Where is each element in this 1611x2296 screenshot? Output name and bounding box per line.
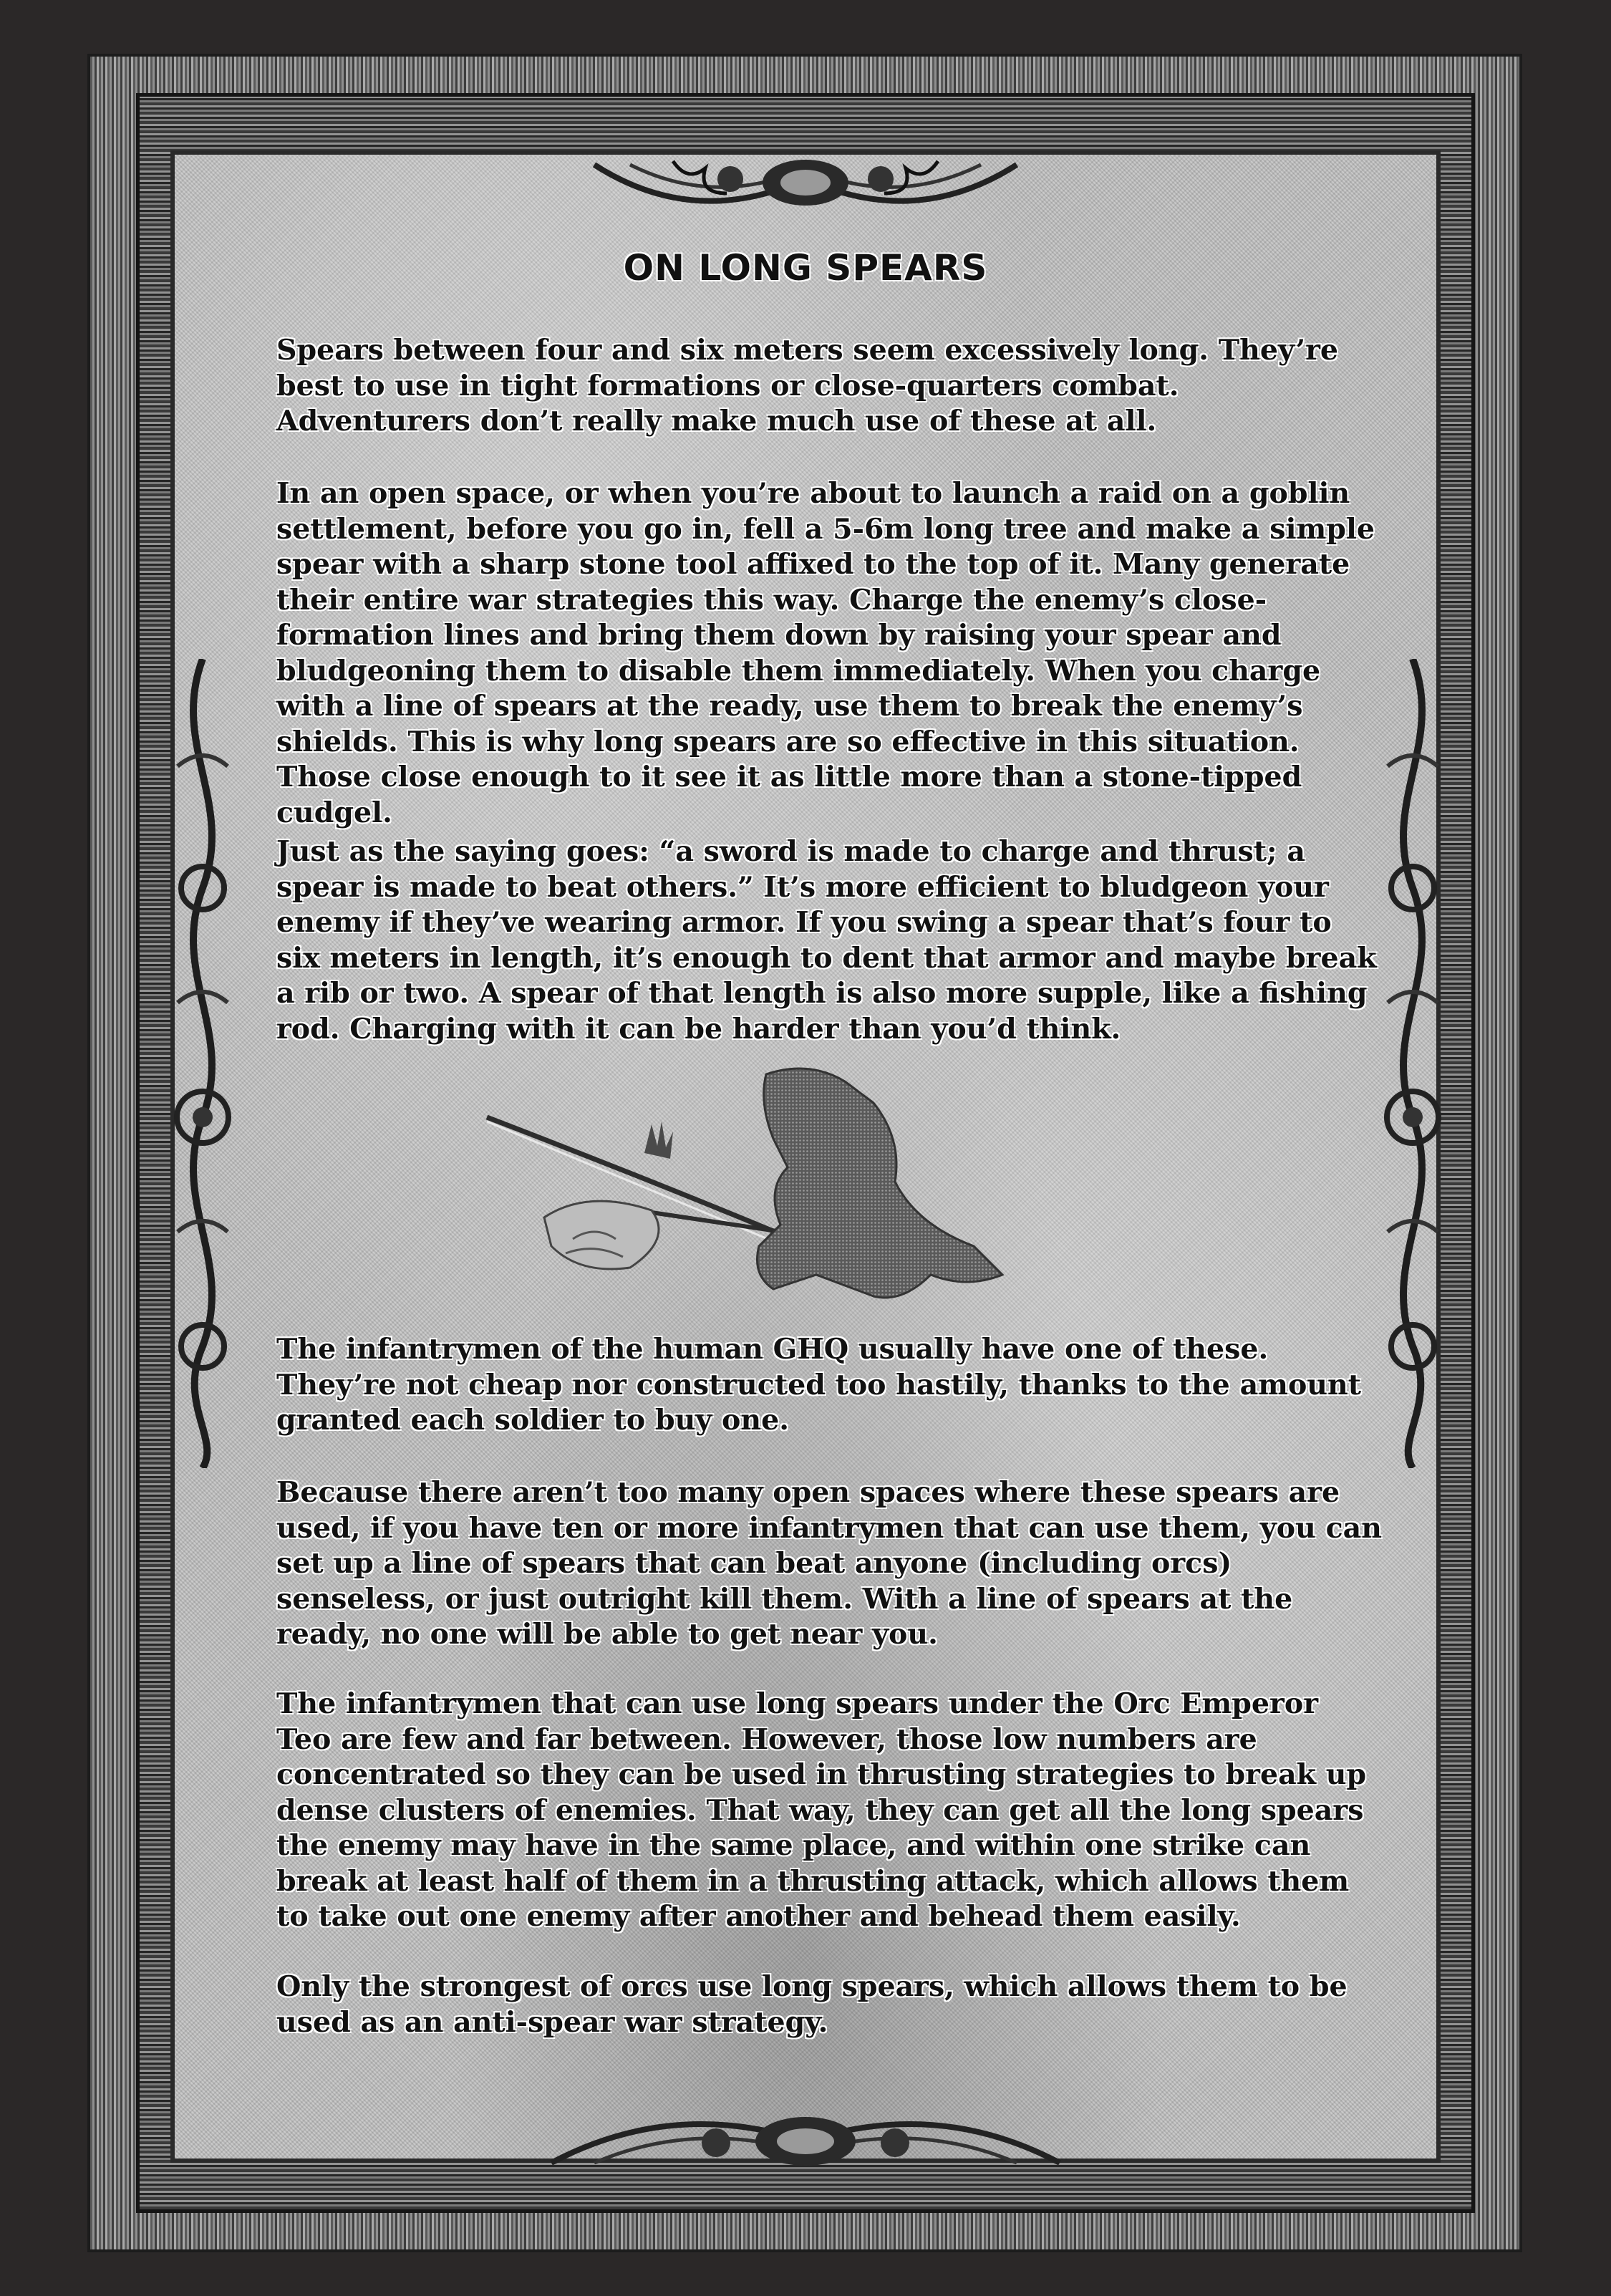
paragraph-1: Spears between four and six meters seem excessively long. They’re best to use in tight formations or close-quarters combat. Adventurers don’t really make much use of these at all. [276,334,1339,438]
paragraph-6: The infantrymen that can use long spears under the Orc Emperor Teo are few and far between. However, those low numbers are concentrated so they can be used in thrusting strategies to break up dense clusters of enemies. That way, they can get all the long spears the enemy may have in the same place, and within one strike can break at least half of them in a thrusting attack, which allows them to take out one enemy after another and behead them easily. [276,1687,1367,1933]
left-side-ornament [163,659,242,1468]
paragraph-4: The infantrymen of the human GHQ usually have one of these. They’re not cheap nor constructed too hastily, thanks to the amount granted each soldier to buy one. [276,1333,1361,1437]
top-ornament [587,150,1024,236]
paragraph-7: Only the strongest of orcs use long spears, which allows them to be used as an anti-spear war strategy. [276,1970,1348,2039]
paragraph-3: Just as the saying goes: “a sword is made to charge and thrust; a spear is made to beat others.” It’s more efficient to bludgeon your enemy if they’ve wearing armor. If you swing a spear that’s four to six meters in length, it’s enough to dent that armor and maybe break a rib or two. A spear of that length is also more supple, like a fishing rod. Charging with it can be harder than you’d think. [276,835,1377,1046]
bottom-ornament [544,2091,1067,2170]
spearman-illustration [473,1060,1103,1325]
right-side-ornament [1373,659,1452,1468]
paragraph-2: In an open space, or when you’re about to launch a raid on a goblin settlement, before you go in, fell a 5-6m long tree and make a simple spear with a sharp stone tool affixed to the top of it. Many generate their entire war strategies this way. Charge the enemy’s close-formation lines and bring them down by raising your spear and bludgeoning them to disable them immediately. When you charge with a line of spears at the ready, use them to break the enemy’s shields. This is why long spears are so effective in this situation. Those close enough to it see it as little more than a stone-tipped cudgel. [276,477,1375,829]
page-title: ON LONG SPEARS [623,247,988,289]
paragraph-5: Because there aren’t too many open spaces where these spears are used, if you have ten or more infantrymen that can use them, you can set up a line of spears that can beat anyone (including orcs) senseless, or just outright kill them. With a line of spears at the ready, no one will be able to get near you. [276,1476,1382,1651]
